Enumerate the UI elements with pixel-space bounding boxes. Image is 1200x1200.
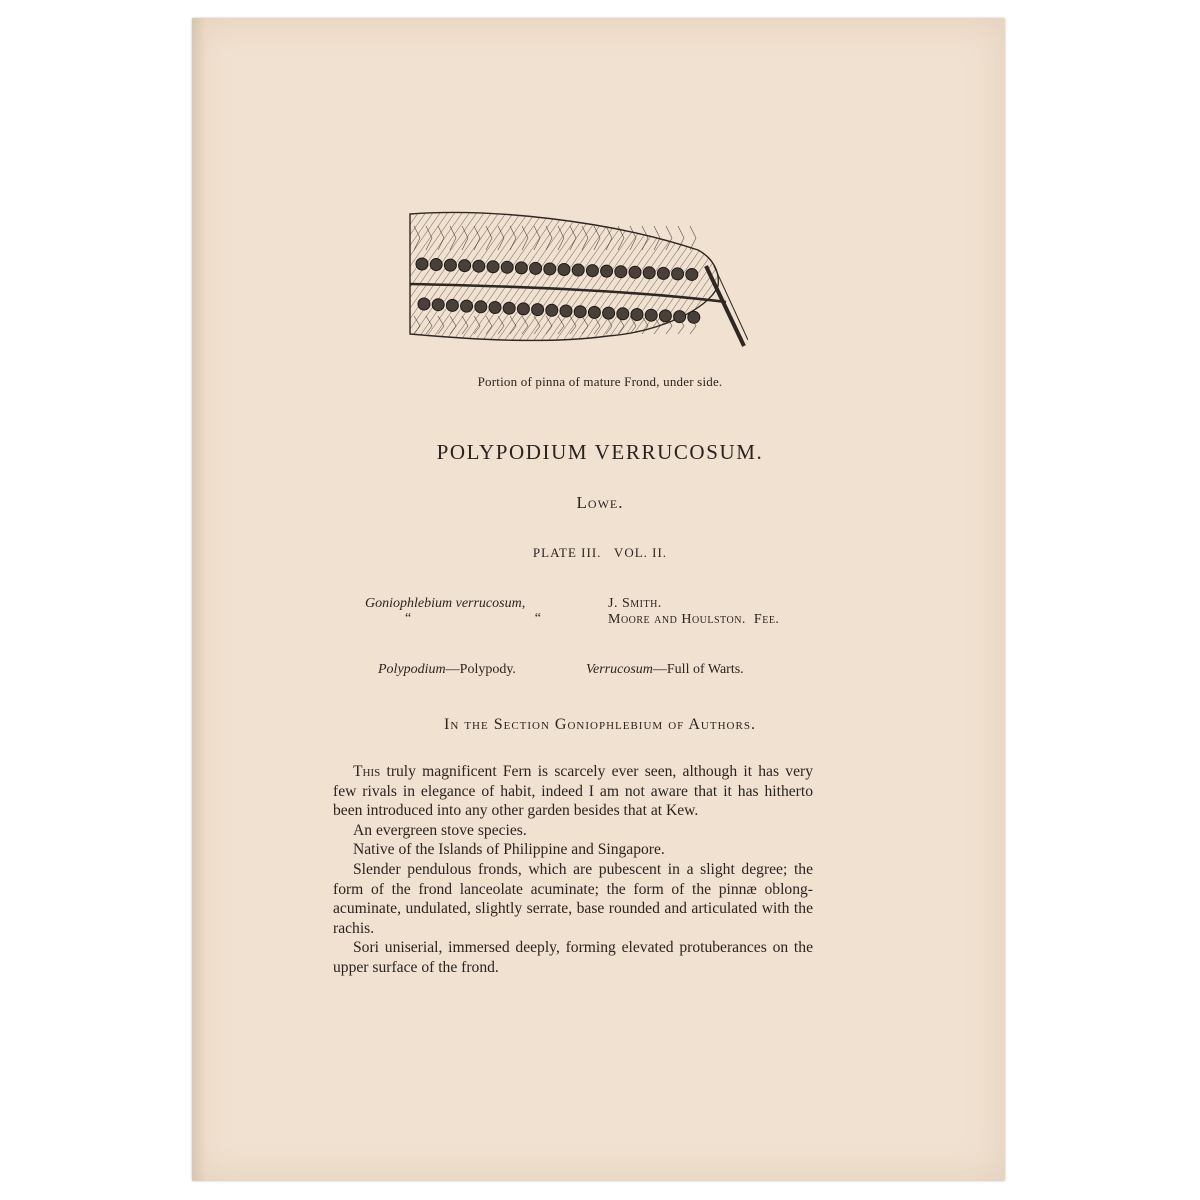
sorus-dot (544, 263, 556, 275)
paragraph-1 (333, 762, 813, 821)
synonym-name: Goniophlebium verrucosum, (365, 596, 526, 611)
sorus-dot (489, 302, 501, 314)
sorus-dot (560, 305, 572, 317)
sorus-dot (672, 268, 684, 280)
sorus-dot (631, 309, 643, 321)
paragraph-3: Native of the Islands of Philippine and Singapore. (353, 841, 665, 859)
sorus-dot (418, 298, 430, 310)
sorus-dot (430, 259, 442, 271)
sorus-dot (688, 311, 700, 323)
sorus-dot (558, 264, 570, 276)
sorus-dot (461, 300, 473, 312)
author-name: Lowe. (576, 493, 624, 512)
sorus-dot (657, 267, 669, 279)
illustration-caption: Portion of pinna of mature Frond, under side. (477, 374, 723, 389)
section-heading: In the Section Goniophlebium of Authors. (444, 716, 756, 733)
sorus-dot (588, 306, 600, 318)
paragraph-1-rest: truly magnificent Fern is scarcely ever seen, although it has very few rivals in elegance of habit, indeed I am not aware that it has hitherto been introduced into any other garden besides that at Kew. (333, 763, 813, 820)
sorus-dot (473, 260, 485, 272)
sorus-dot (487, 261, 499, 273)
sorus-dot (572, 264, 584, 276)
sorus-dot (475, 301, 487, 313)
sorus-dot (629, 266, 641, 278)
sorus-dot (603, 307, 615, 319)
paragraph-1-lead: This (353, 763, 381, 780)
sorus-dot (586, 265, 598, 277)
etymology-species (586, 662, 744, 678)
sorus-dot (446, 299, 458, 311)
genus-meaning: —Polypody. (445, 662, 516, 677)
sorus-dot (546, 304, 558, 316)
sorus-dot (432, 299, 444, 311)
sorus-dot (444, 259, 456, 271)
sorus-dot (532, 304, 544, 316)
sorus-dot (674, 311, 686, 323)
ditto-marks: “ “ (405, 611, 601, 626)
species-meaning: —Full of Warts. (652, 662, 744, 677)
sorus-dot (601, 265, 613, 277)
sorus-dot (416, 258, 428, 270)
etymology-genus (378, 662, 516, 678)
sorus-dot (574, 306, 586, 318)
species-term: Verrucosum (586, 662, 653, 677)
genus-term: Polypodium (378, 662, 446, 677)
page-edge-shadow (192, 18, 206, 1181)
sorus-dot (617, 308, 629, 320)
paragraph-4: Slender pendulous fronds, which are pubescent in a slight degree; the form of the frond lanceolate acuminate; the form of the pinnæ oblong-acuminate, undulated, slightly serrate, base rounded and articulated with the rachis. (333, 860, 813, 937)
sorus-dot (501, 261, 513, 273)
sorus-dot (659, 310, 671, 322)
paragraph-5: Sori uniserial, immersed deeply, forming elevated protuberances on the upper surface of the frond. (333, 939, 813, 976)
sorus-dot (686, 268, 698, 280)
synonym-authority-1: J. Smith. (608, 596, 662, 611)
sorus-dot (645, 309, 657, 321)
sorus-dot (515, 262, 527, 274)
plate-reference: PLATE III. VOL. II. (532, 545, 668, 560)
synonym-authority-2: Moore and Houlston. Fee. (608, 612, 780, 627)
page-title: POLYPODIUM VERRUCOSUM. (436, 440, 764, 464)
sorus-dot (615, 266, 627, 278)
sorus-dot (459, 260, 471, 272)
sorus-dot (643, 267, 655, 279)
paragraph-2: An evergreen stove species. (353, 821, 527, 839)
sorus-dot (530, 262, 542, 274)
book-page (192, 18, 1005, 1181)
vein-line (690, 226, 696, 250)
sorus-dot (517, 303, 529, 315)
description-text (333, 762, 813, 978)
sorus-dot (503, 302, 515, 314)
fern-pinna-engraving (408, 206, 748, 352)
